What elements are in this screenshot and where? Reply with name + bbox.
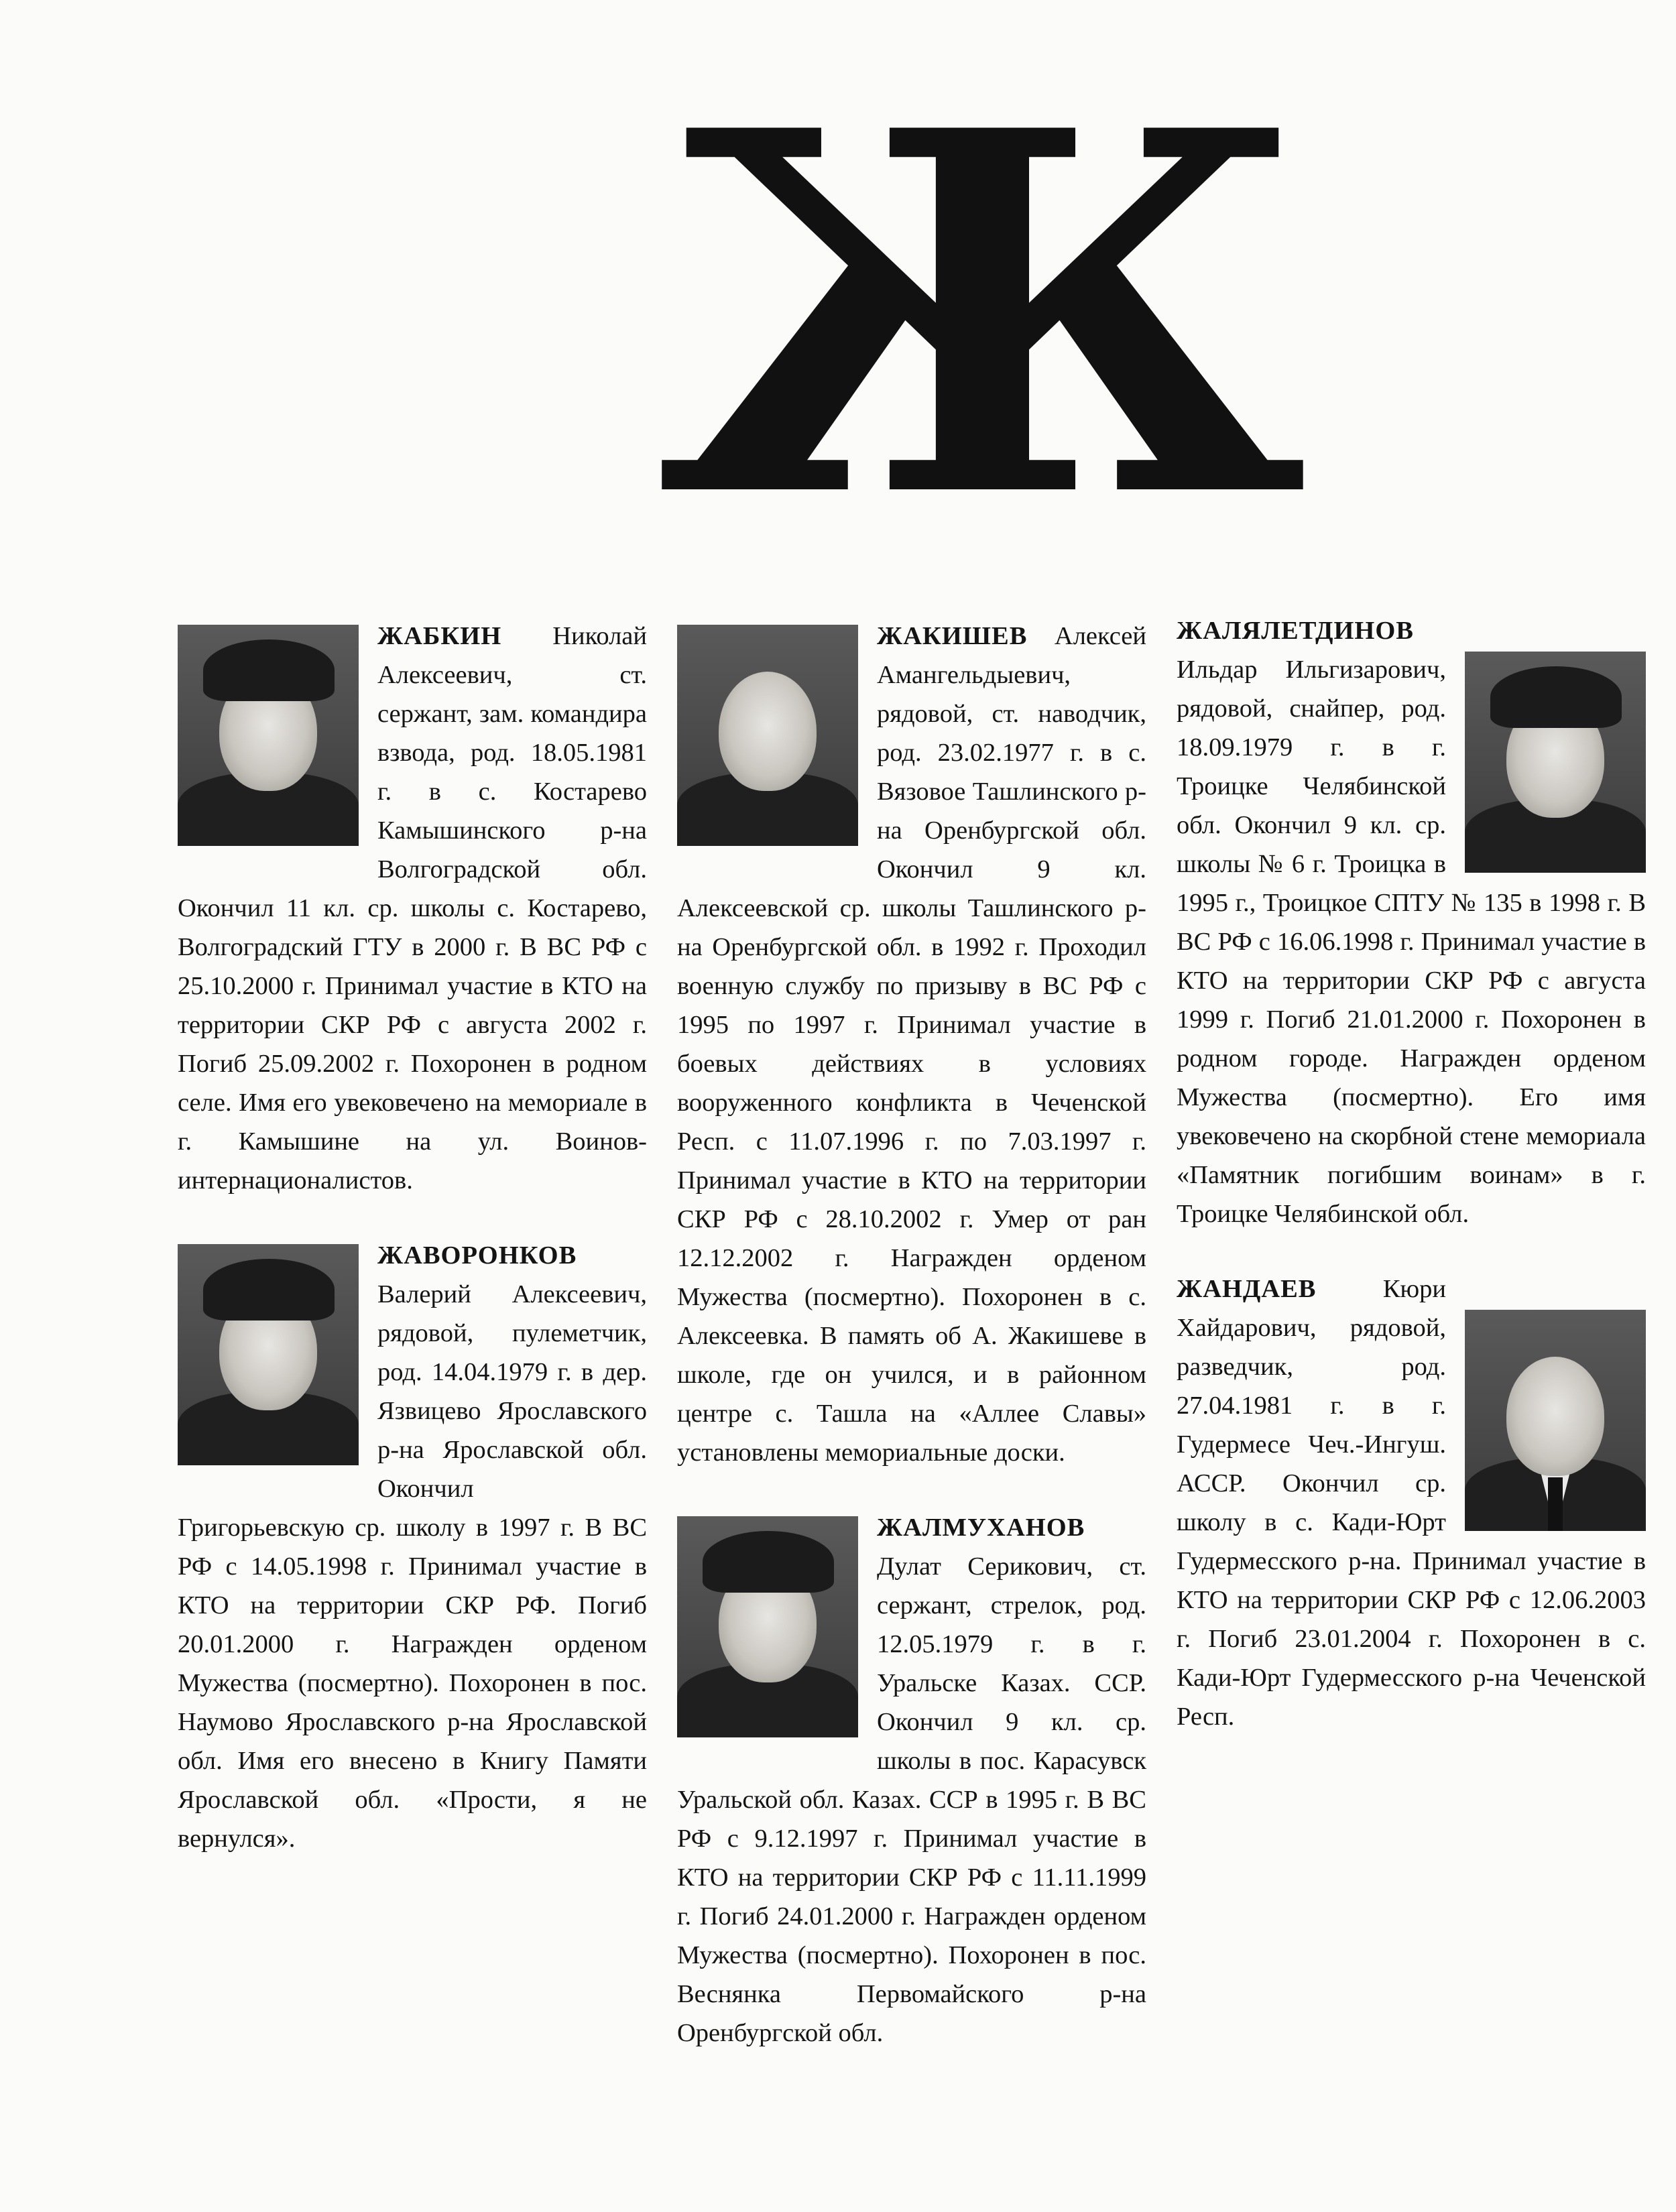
entry-text: рядовой, пулеметчик, род. 14.04.1979 г. в дер. Язвицево Ярославского р-на Ярославской обл. Окончил Григорьевскую ср. школу в 1997 г. В ВС РФ с 14.05.1998 г. Принимал участие в КТО на территории СКР РФ. Погиб 20.01.2000 г. Награжден орденом Мужества (посмертно). Похоронен в пос. Наумово Ярославского р-на Ярославской обл. Имя его внесено в Книгу Памяти Ярославской обл. «Прости, я не вернулся». <box>178 1319 647 1853</box>
entry-zhakishev <box>677 617 1146 1472</box>
entry-surname: ЖАВОРОНКОВ <box>377 1241 577 1270</box>
entry-zhalyaletdinov <box>1177 611 1646 1233</box>
portrait-photo <box>178 625 359 846</box>
entry-surname: ЖАЛМУХАНОВ <box>877 1514 1085 1542</box>
entry-surname: ЖАЛЯЛЕТДИНОВ <box>1177 617 1414 645</box>
entry-text: ст. сержант, стрелок, род. 12.05.1979 г. в г. Уральске Казах. ССР. Окончил 9 кл. ср. школы в пос. Карасувск Уральской обл. Казах. ССР в 1995 г. В ВС РФ с 9.12.1997 г. Принимал участие в КТО на территории СКР РФ с 11.11.1999 г. Погиб 24.01.2000 г. Награжден орденом Мужества (посмертно). Похоронен в пос. Веснянка Первомайского р-на Оренбургской обл. <box>677 1552 1146 2047</box>
entry-name: Ильдар Ильгизарович, <box>1177 656 1446 684</box>
column-2 <box>677 617 1146 2089</box>
entry-zhalmukhanov <box>677 1508 1146 2052</box>
entry-text: рядовой, ст. наводчик, род. 23.02.1977 г. в с. Вязовое Ташлинского р-на Оренбургской обл. Окончил 9 кл. Алексеевской ср. школы Ташлинского р-на Оренбургской обл. в 1992 г. Проходил военную службу по призыву в ВС РФ с 1995 по 1997 г. Принимал участие в боевых действиях в условиях вооруженного конфликта в Чеченской Респ. с 11.07.1996 г. по 7.03.1997 г. Принимал участие в КТО на территории СКР РФ с 28.10.2002 г. Умер от ран 12.12.2002 г. Награжден орденом Мужества (посмертно). Похоронен в с. Алексеевка. В память об А. Жакишеве в школе, где он учился, и в районном центре с. Ташла на «Аллее Славы» установлены мемориальные доски. <box>677 700 1146 1467</box>
portrait-photo <box>1465 652 1646 873</box>
portrait-photo <box>1465 1310 1646 1531</box>
entry-zhabkin <box>178 617 647 1200</box>
entry-surname: ЖАКИШЕВ <box>877 622 1028 650</box>
entry-surname: ЖАБКИН <box>377 622 502 650</box>
portrait-photo <box>677 625 858 846</box>
entry-name: Валерий Алексеевич, <box>377 1280 647 1308</box>
entry-name: Кюри Хайдарович, <box>1177 1275 1446 1342</box>
entry-zhandaev <box>1177 1270 1646 1736</box>
entry-text: рядовой, разведчик, род. 27.04.1981 г. в г. Гудермесе Чеч.-Ингуш. АССР. Окончил ср. школу в с. Кади-Юрт Гудермесского р-на. Принимал участие в КТО на территории СКР РФ с 12.06.2003 г. Погиб 23.01.2004 г. Похоронен в с. Кади-Юрт Гудермесского р-на Чеченской Респ. <box>1177 1314 1646 1731</box>
section-letter: Ж <box>657 23 1308 607</box>
column-3 <box>1177 611 1646 1772</box>
entry-zhavoronkov <box>178 1236 647 1858</box>
portrait-photo <box>677 1516 858 1737</box>
portrait-photo <box>178 1244 359 1465</box>
entry-name: Алексей Амангельдыевич, <box>877 622 1146 689</box>
entry-text: ст. сержант, зам. командира взвода, род. 18.05.1981 г. в с. Костарево Камышинского р-на Волгоградской обл. Окончил 11 кл. ср. школы с. Костарево, Волгоградский ГТУ в 2000 г. В ВС РФ с 25.10.2000 г. Принимал участие в КТО на территории СКР РФ с августа 2002 г. Погиб 25.09.2002 г. Похоронен в родном селе. Имя его увековечено на мемориале в г. Камышине на ул. Воинов-интернационалистов. <box>178 661 647 1194</box>
entry-name: Дулат Серикович, <box>877 1552 1093 1581</box>
entry-name: Николай Алексеевич, <box>377 622 647 689</box>
column-1 <box>178 617 647 1894</box>
entry-text: рядовой, снайпер, род. 18.09.1979 г. в г. Троицке Челябинской обл. Окончил 9 кл. ср. школы № 6 г. Троицка в 1995 г., Троицкое СПТУ № 135 в 1998 г. В ВС РФ с 16.06.1998 г. Принимал участие в КТО на территории СКР РФ с августа 1999 г. Погиб 21.01.2000 г. Похоронен в родном городе. Награжден орденом Мужества (посмертно). Его имя увековечено на скорбной стене мемориала «Памятник погибшим воинам» в г. Троицке Челябинской обл. <box>1177 694 1646 1228</box>
entry-surname: ЖАНДАЕВ <box>1177 1275 1317 1303</box>
